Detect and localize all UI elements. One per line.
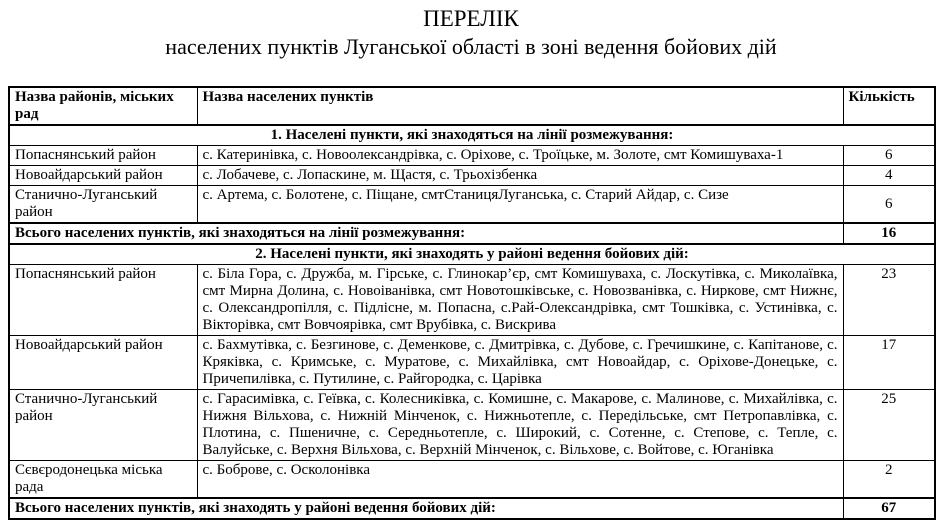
count-cell: 25 (843, 390, 935, 461)
total-count: 16 (843, 223, 935, 244)
table-row (9, 186, 935, 224)
header-district-column: Назва районів, міських рад (9, 87, 197, 125)
settlements-cell: с. Артема, с. Болотене, с. Піщане, смтСтаницяЛуганська, с. Старий Айдар, с. Сизе (197, 186, 843, 224)
settlements-cell: с. Біла Гора, с. Дружба, м. Гірське, с. Глинокар’єр, смт Комишуваха, с. Лоскутівка, с. Миколаївка, смт Мирна Долина, с. Новоіванівка, смт Новотошківське, с. Новозванівка, с. Ниркове, смт Нижнє, с. Олександропілля, с. Підлісне, м. Попасна, с.Рай-Олександрівка, смт Тошківка, с. Устинівка, с. Вікторівка, смт Вовчоярівка, смт Врубівка, с. Вискрива (197, 265, 843, 336)
total-label: Всього населених пунктів, які знаходять у районі ведення бойових дій: (9, 498, 843, 519)
district-cell: Станично-Луганський район (9, 186, 197, 224)
header-settlements-column: Назва населених пунктів (197, 87, 843, 125)
count-cell: 2 (843, 461, 935, 499)
document-title-block (0, 0, 942, 61)
count-cell: 17 (843, 336, 935, 390)
district-cell: Станично-Луганський район (9, 390, 197, 461)
table-row (9, 461, 935, 499)
district-cell: Новоайдарський район (9, 336, 197, 390)
district-cell: Новоайдарський район (9, 166, 197, 186)
district-cell: Попаснянський район (9, 265, 197, 336)
total-count: 67 (843, 498, 935, 519)
table-row (9, 390, 935, 461)
document-title: ПЕРЕЛІК (423, 6, 519, 31)
table-row (9, 146, 935, 166)
section-1-heading-row (9, 125, 935, 146)
settlements-cell: с. Лобачеве, с. Лопаскине, м. Щастя, с. Трьохізбенка (197, 166, 843, 186)
section-1-heading: 1. Населені пункти, які знаходяться на лінії розмежування: (9, 125, 935, 146)
document-subtitle: населених пунктів Луганської області в зоні ведення бойових дій (165, 34, 777, 59)
settlements-cell: с. Катеринівка, с. Новоолександрівка, с. Оріхове, с. Троїцьке, м. Золоте, смт Комишуваха-1 (197, 146, 843, 166)
district-cell: Попаснянський район (9, 146, 197, 166)
district-cell: Сєвєродонецька міська рада (9, 461, 197, 499)
table-row (9, 336, 935, 390)
count-cell: 6 (843, 186, 935, 224)
section-1-total-row (9, 223, 935, 244)
table-row (9, 265, 935, 336)
table-header-row (9, 87, 935, 125)
header-count-column: Кількість (843, 87, 935, 125)
total-label: Всього населених пунктів, які знаходяться на лінії розмежування: (9, 223, 843, 244)
settlements-cell: с. Боброве, с. Осколонівка (197, 461, 843, 499)
count-cell: 6 (843, 146, 935, 166)
section-2-total-row (9, 498, 935, 519)
table-row (9, 166, 935, 186)
count-cell: 23 (843, 265, 935, 336)
settlements-cell: с. Бахмутівка, с. Безгинове, с. Деменкове, с. Дмитрівка, с. Дубове, с. Гречишкине, с. Капітанове, с. Кряківка, с. Кримське, с. Муратове, с. Михайлівка, смт Новоайдар, с. Оріхове-Донецьке, с. Причепилівка, с. Путилине, с. Райгородка, с. Царівка (197, 336, 843, 390)
count-cell: 4 (843, 166, 935, 186)
section-2-heading-row (9, 244, 935, 265)
section-2-heading: 2. Населені пункти, які знаходять у районі ведення бойових дій: (9, 244, 935, 265)
settlements-cell: с. Гарасимівка, с. Геївка, с. Колесниківка, с. Комишне, с. Макарове, с. Малинове, с. Михайлівка, с. Нижня Вільхова, с. Нижній Мінченок, с. Нижньотепле, с. Передільське, смт Петропавлівка, с. Плотина, с. Пшеничне, с. Середньотепле, с. Широкий, с. Сотенне, с. Степове, с. Тепле, с. Валуйське, с. Верхня Вільхова, с. Верхній Мінченок, с. Вільхове, с. Войтове, с. Юганівка (197, 390, 843, 461)
settlements-table (8, 86, 936, 520)
